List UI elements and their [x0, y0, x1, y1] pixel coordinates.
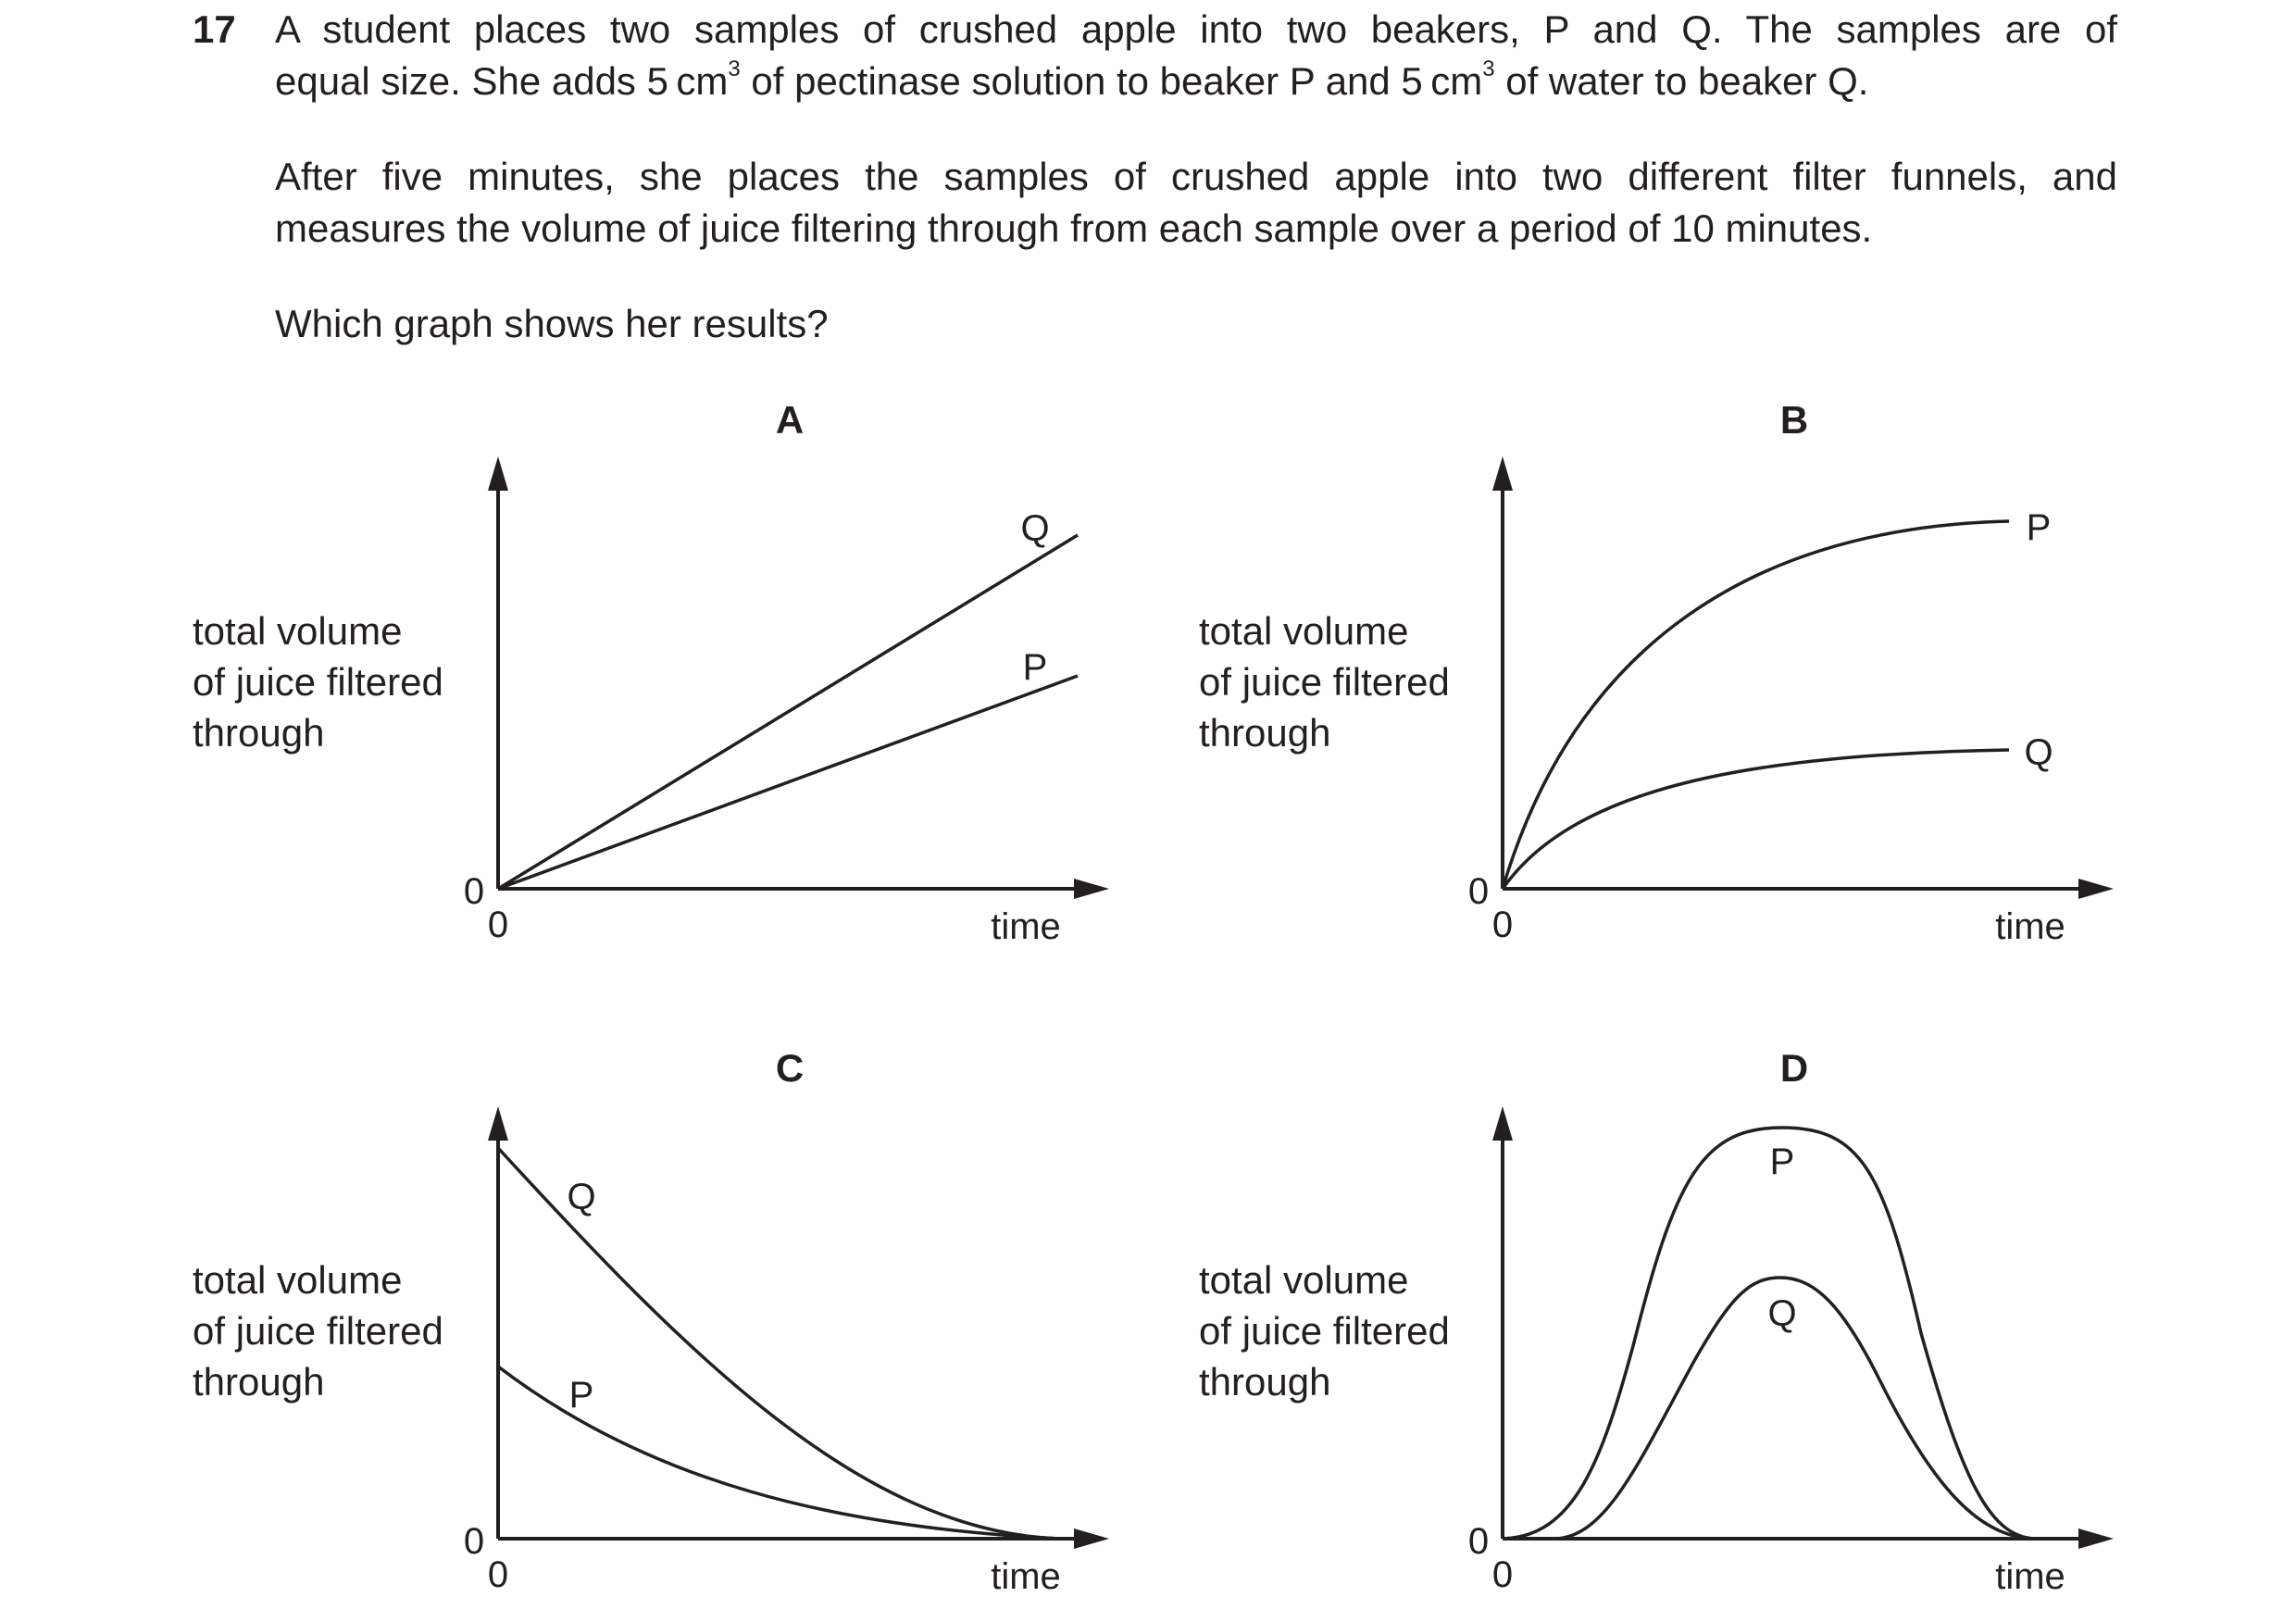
graph-c [193, 1046, 1109, 1597]
graph-c-letter: C [775, 1046, 805, 1090]
graph-b [1199, 398, 2114, 947]
graph-c-ylabel-3: through [193, 1360, 325, 1404]
graph-b-x-arrow [2078, 879, 2114, 899]
superscript-3a: 3 [728, 56, 741, 81]
graph-c-origin-y: 0 [463, 1521, 485, 1562]
graph-d-ylabel-1: total volume [1199, 1258, 1409, 1302]
graph-c-xlabel: time [991, 1556, 1061, 1597]
graph-c-label-q: Q [567, 1177, 596, 1217]
graph-b-origin-x: 0 [1491, 905, 1514, 945]
graph-d-ylabel-3: through [1199, 1360, 1331, 1404]
graph-a-ylabel-1: total volume [193, 609, 403, 653]
graph-d-x-arrow [2078, 1528, 2114, 1549]
graph-c-ylabel-1: total volume [193, 1258, 403, 1302]
question-number: 17 [193, 7, 236, 51]
graph-b-label-q: Q [2024, 732, 2053, 773]
graph-d-xlabel: time [1995, 1556, 2065, 1597]
graph-a-letter: A [775, 398, 805, 442]
graph-a-origin-x: 0 [487, 905, 509, 945]
graph-b-curve-p [1503, 521, 2009, 889]
line2-part-b: of pectinase solution to beaker P and 5 cm [740, 59, 1483, 103]
graph-a-curve-q [498, 535, 1078, 889]
graph-a-curve-p [498, 676, 1078, 889]
graph-d-label-q: Q [1767, 1293, 1797, 1334]
superscript-3b: 3 [1482, 56, 1495, 81]
graph-d-y-arrow [1492, 1106, 1513, 1141]
graph-a-label-q: Q [1020, 508, 1050, 549]
graph-a [193, 398, 1109, 947]
graph-d-ylabel-2: of juice filtered [1199, 1309, 1450, 1353]
graph-c-label-p: P [568, 1375, 594, 1416]
graph-c-x-arrow [1074, 1528, 1109, 1549]
graph-b-origin-y: 0 [1467, 871, 1490, 912]
graph-a-ylabel-2: of juice filtered [193, 660, 443, 704]
line2-part-c: of water to beaker Q. [1494, 59, 1869, 103]
graph-d [1199, 1046, 2114, 1597]
prompt-line: Which graph shows her results? [275, 302, 829, 345]
graph-a-ylabel-3: through [193, 711, 325, 755]
graph-a-xlabel: time [991, 906, 1061, 947]
graph-a-origin-y: 0 [463, 871, 485, 912]
graph-b-xlabel: time [1995, 906, 2065, 947]
graph-a-y-arrow [488, 456, 508, 491]
graph-a-x-arrow [1074, 879, 1109, 899]
graph-b-ylabel-2: of juice filtered [1199, 660, 1450, 704]
graph-b-label-p: P [2026, 507, 2052, 548]
graph-a-label-p: P [1022, 647, 1048, 688]
graph-d-label-p: P [1769, 1142, 1795, 1182]
graph-b-y-arrow [1492, 456, 1513, 491]
graph-b-letter: B [1779, 398, 1809, 442]
graph-b-curve-q [1503, 750, 2009, 889]
graph-d-origin-x: 0 [1491, 1554, 1514, 1595]
question-line-1: A student places two samples of crushed apple into two beakers, P and Q. The samples are of [275, 7, 2117, 51]
graph-c-ylabel-2: of juice filtered [193, 1309, 443, 1353]
graph-d-letter: D [1779, 1046, 1809, 1090]
graph-c-origin-x: 0 [487, 1554, 509, 1595]
graph-b-ylabel-1: total volume [1199, 609, 1409, 653]
graph-d-origin-y: 0 [1467, 1521, 1490, 1562]
line2-part-a: equal size. She adds 5 cm [275, 59, 729, 103]
paragraph2-line-1: After five minutes, she places the samples of crushed apple into two different filter funnels, and [275, 155, 2117, 198]
paragraph2-line-2: measures the volume of juice filtering through from each sample over a period of 10 minutes. [275, 206, 1873, 250]
graph-c-y-arrow [488, 1106, 508, 1141]
graph-b-ylabel-3: through [1199, 711, 1331, 755]
